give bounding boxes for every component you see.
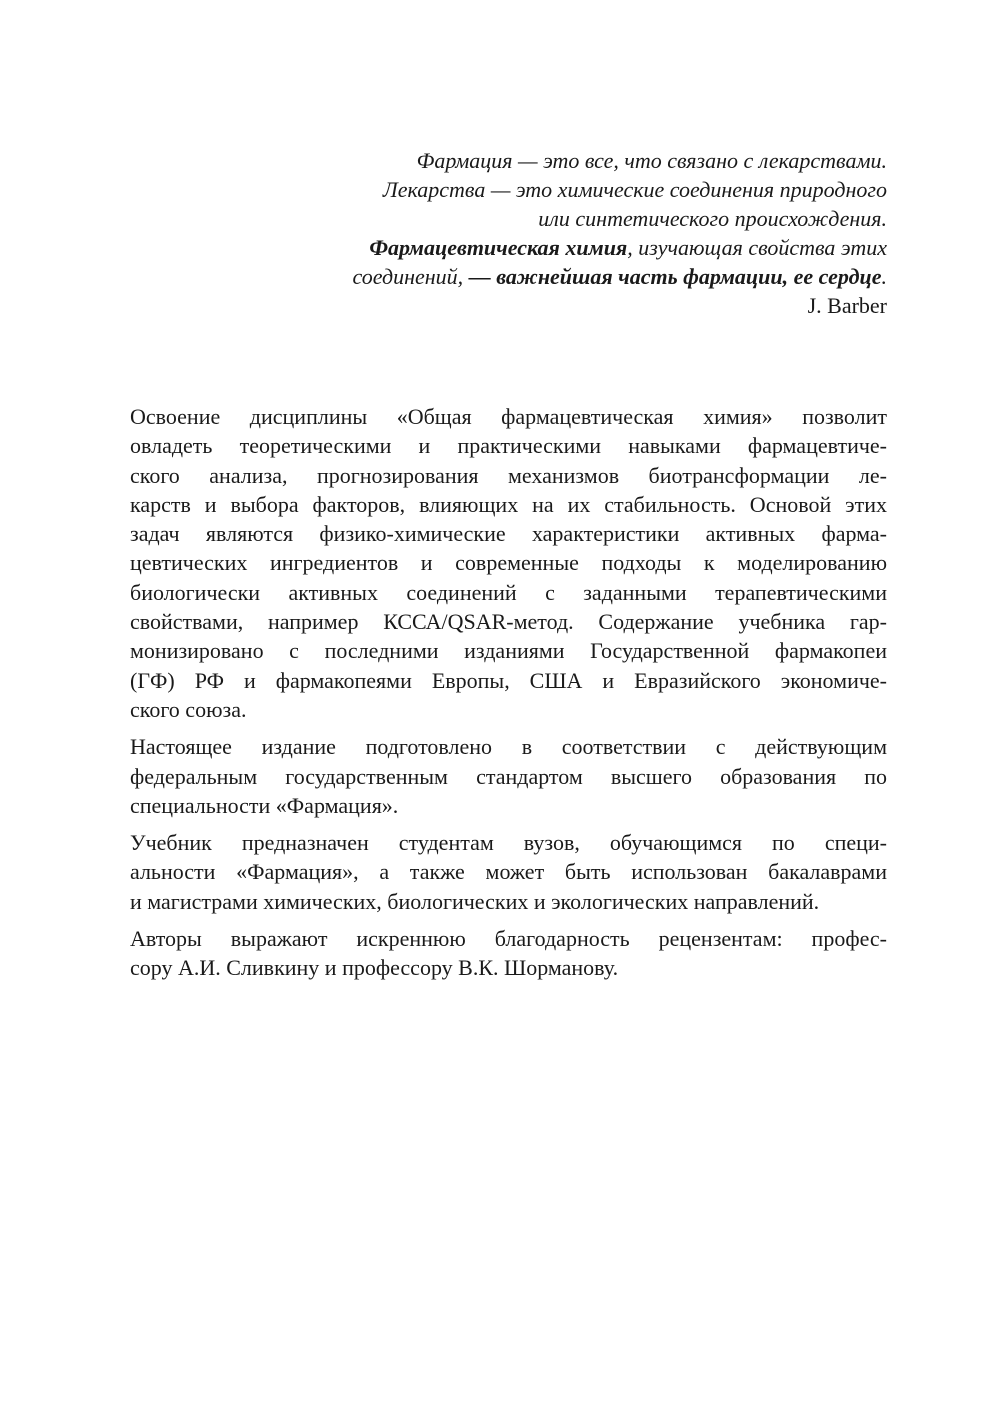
epigraph-line: Фармация — это все, что связано с лекарствами. (416, 148, 887, 173)
epigraph-emphasis: Фармацевтическая химия (369, 235, 628, 260)
text-line: ского союза. (130, 696, 247, 722)
text-line: альности «Фармация», а также может быть использован бакалаврами (130, 859, 887, 885)
epigraph-text: , изучающая свойства этих (627, 235, 887, 260)
text-line: Авторы выражают искреннюю благодарность рецензентам: профес- (130, 926, 887, 952)
text-line: сору А.И. Сливкину и профессору В.К. Шорманову. (130, 955, 619, 981)
body-text (130, 402, 887, 991)
epigraph-line: Лекарства — это химические соединения природного (382, 177, 887, 202)
epigraph-emphasis: — важнейшая часть фармации, ее сердце (468, 264, 882, 289)
text-line: цевтических ингредиентов и современные подходы к моделированию (130, 550, 887, 576)
paragraph-4 (130, 924, 887, 983)
text-line: Освоение дисциплины «Общая фармацевтическая химия» позволит (130, 404, 887, 429)
text-line: карств и выбора факторов, влияющих на их стабильность. Основой этих (130, 491, 887, 517)
epigraph-line (287, 233, 887, 262)
paragraph-1 (130, 402, 887, 724)
text-line: Настоящее издание подготовлено в соответствии с действующим (130, 734, 887, 760)
epigraph-line (287, 262, 887, 291)
text-line: специальности «Фармация». (130, 792, 399, 818)
text-line: ского анализа, прогнозирования механизмов биотрансформации ле- (130, 462, 887, 488)
epigraph (287, 146, 887, 320)
text-line: и магистрами химических, биологических и экологических направлений. (130, 888, 820, 914)
epigraph-text: . (881, 264, 887, 289)
text-line: монизировано с последними изданиями Государственной фармакопеи (130, 638, 887, 664)
paragraph-3 (130, 828, 887, 916)
epigraph-text: соединений, (352, 264, 469, 289)
text-line: биологически активных соединений с заданными терапевтическими (130, 579, 887, 605)
text-line: федеральным государственным стандартом высшего образования по (130, 763, 887, 789)
epigraph-line: или синтетического происхождения. (538, 206, 887, 231)
text-line: овладеть теоретическими и практическими навыками фармацевтиче- (130, 433, 887, 459)
paragraph-2 (130, 732, 887, 820)
text-line: (ГФ) РФ и фармакопеями Европы, США и Евразийского экономиче- (130, 667, 887, 693)
text-line: свойствами, например КССА/QSAR-метод. Содержание учебника гар- (130, 609, 887, 635)
epigraph-author: J. Barber (807, 293, 887, 318)
text-line: задач являются физико-химические характеристики активных фарма- (130, 521, 887, 547)
text-line: Учебник предназначен студентам вузов, обучающимся по специ- (130, 830, 887, 856)
